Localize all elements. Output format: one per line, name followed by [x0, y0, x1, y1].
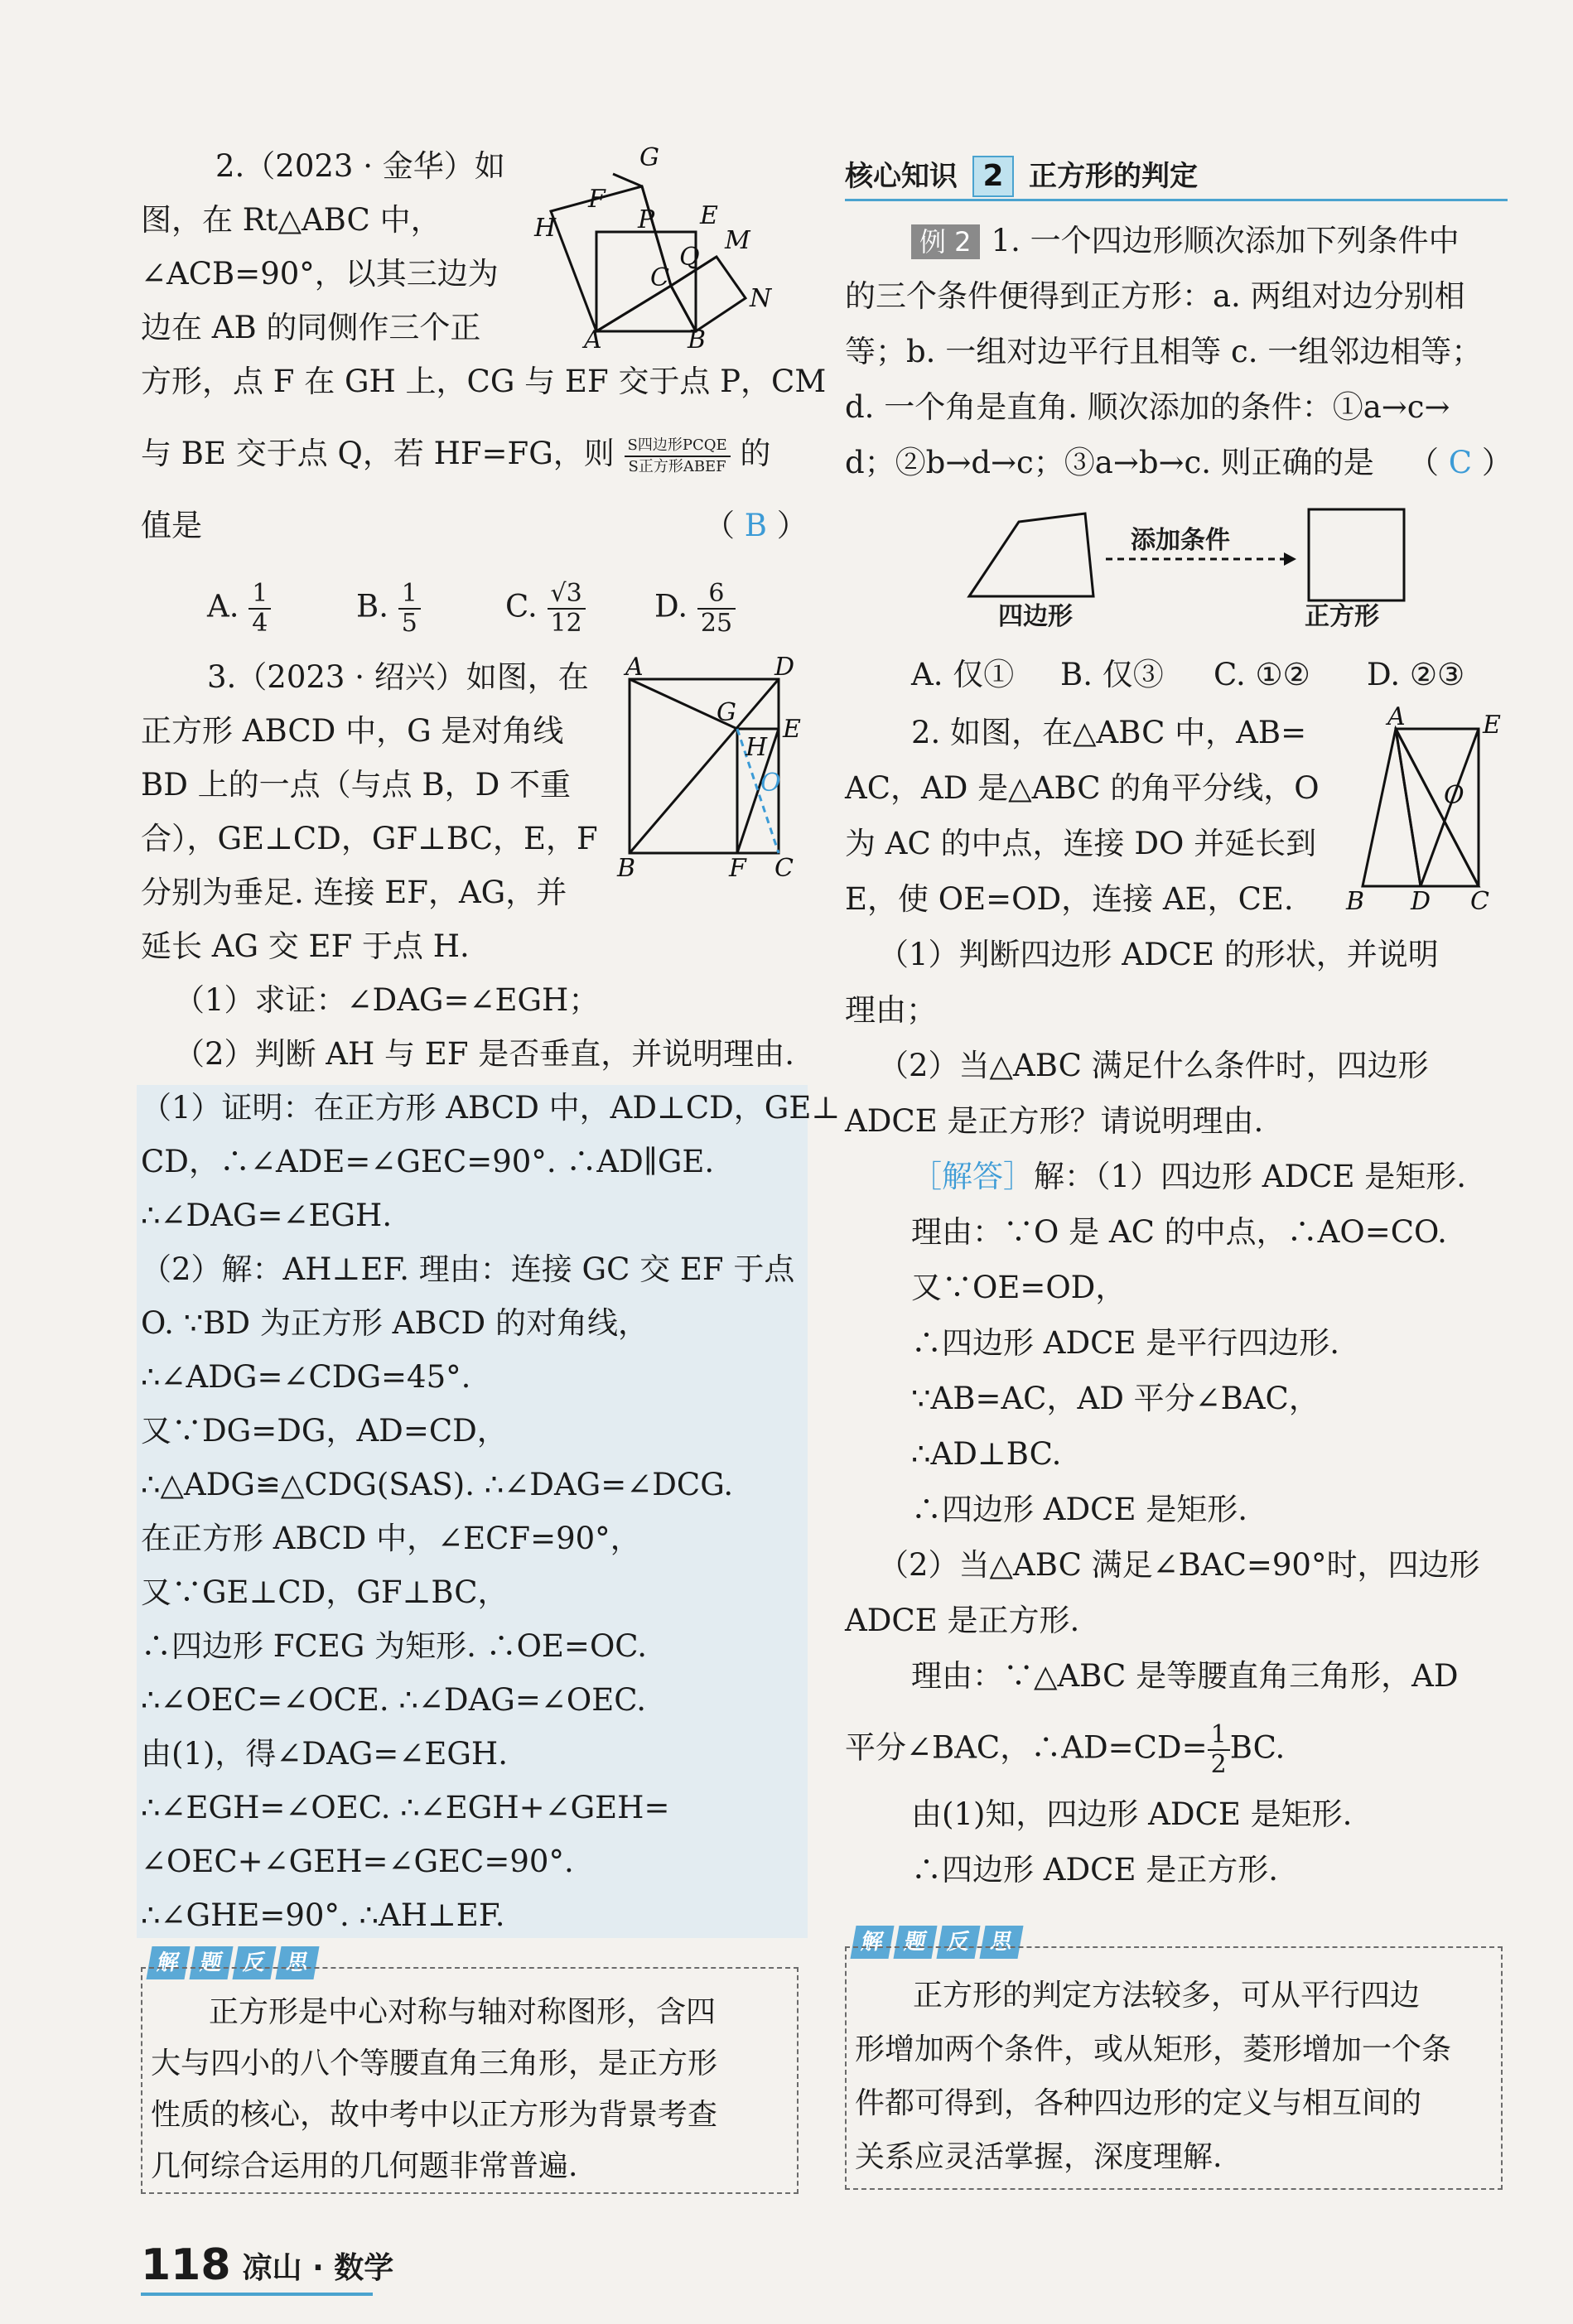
q2-label-f: F: [588, 185, 606, 214]
rq2-line-2: AC，AD 是△ABC 的角平分线，O: [845, 770, 1320, 806]
q3-sol-15: ∠OEC+∠GEH=∠GEC=90°.: [141, 1844, 574, 1879]
right-reflect-line-4: 关系应灵活掌握，深度理解.: [855, 2140, 1223, 2174]
q2-label-b: B: [688, 325, 707, 354]
q3-sol-13: 由(1)，得∠DAG=∠EGH.: [141, 1736, 508, 1772]
rq2-sol-first: [911, 1158, 1466, 1196]
left-banner-chip-4: 思: [275, 1946, 319, 1979]
q3-sol-3: ∴∠DAG=∠EGH.: [141, 1198, 393, 1233]
rq2-sol-12: ∴四边形 ADCE 是正方形.: [911, 1852, 1278, 1888]
q2-choice-c-den: 12: [550, 609, 582, 638]
left-banner-chip-1: 解: [146, 1946, 190, 1979]
rq2-label-d: D: [1411, 887, 1431, 916]
ex2-arrow-label: 添加条件: [1131, 526, 1230, 555]
q3-line-2: 正方形 ABCD 中，G 是对角线: [141, 713, 564, 749]
rq2-sol-11: 由(1)知，四边形 ADCE 是矩形.: [911, 1796, 1353, 1832]
left-banner-chip-2: 题: [189, 1946, 233, 1979]
q3-sol-2: CD，∴∠ADE=∠GEC=90°. ∴AD∥GE.: [141, 1144, 715, 1179]
right-reflection-box: [845, 1946, 1503, 2190]
q2-choice-d-den: 25: [700, 609, 733, 638]
q3-line-3: BD 上的一点（与点 B，D 不重: [141, 767, 571, 803]
ex2-line-1-text: 1. 一个四边形顺次添加下列条件中: [991, 223, 1460, 258]
ex2-answer-open: （: [1408, 445, 1439, 480]
rq2-sol-5: ∴AD⊥BC.: [911, 1436, 1062, 1472]
q2-line-1: 2.（2023 · 金华）如: [215, 148, 505, 184]
rq2-sol-4: ∵AB=AC，AD 平分∠BAC，: [911, 1381, 1320, 1416]
q2-line-6-tail: 的: [740, 436, 771, 471]
rq2-sol-2: 又∵OE=OD，: [911, 1270, 1127, 1305]
rq2-sol-1: 理由：∵O 是 AC 的中点，∴AO=CO.: [911, 1214, 1447, 1250]
rq2-label-a: A: [1387, 702, 1406, 731]
q3-label-c: C: [774, 854, 794, 883]
q2-answer-letter: B: [744, 508, 767, 543]
ex2-choice-d: D. ②③: [1367, 657, 1465, 692]
q2-answer-close: ）: [776, 508, 808, 543]
rq2-sol-9: 理由：∵△ABC 是等腰直角三角形，AD: [911, 1658, 1459, 1694]
rq2-sol-10: [845, 1721, 1285, 1779]
q2-choice-a-label: A.: [207, 588, 239, 624]
q3-label-b: B: [617, 854, 636, 883]
ex2-answer-close: ）: [1481, 445, 1513, 480]
rq2-line-5: （1）判断四边形 ADCE 的形状，并说明: [878, 937, 1439, 972]
q3-sol-7: 又∵DG=DG，AD=CD，: [141, 1413, 508, 1449]
q2-choice-d-label: D.: [654, 588, 688, 624]
q2-label-m: M: [725, 226, 750, 255]
left-reflect-line-4: 几何综合运用的几何题非常普遍.: [151, 2149, 578, 2183]
solution-tag: ［解答］: [911, 1159, 1034, 1194]
q3-line-5: 分别为垂足. 连接 EF，AG，并: [141, 875, 567, 910]
rq2-sol-8: ADCE 是正方形.: [845, 1603, 1080, 1638]
ex2-line-1: [911, 222, 1460, 260]
ex2-line-3: 等；b. 一组对边平行且相等 c. 一组邻边相等；: [845, 334, 1483, 369]
rq2-label-o: O: [1444, 781, 1464, 810]
rq2-sol-7: （2）当△ABC 满足∠BAC=90°时，四边形: [878, 1547, 1480, 1583]
rq2-label-e: E: [1483, 711, 1501, 740]
rq2-line-1: 2. 如图，在△ABC 中，AB=: [911, 715, 1307, 750]
q2-line-7: 值是: [141, 508, 202, 543]
ex2-choice-a: A. 仅①: [911, 657, 1015, 692]
q2-segment-ac: [596, 286, 671, 331]
ex2-square-label: 正方形: [1305, 602, 1379, 631]
section-title: 正方形的判定: [1029, 160, 1198, 193]
q3-sol-6: ∴∠ADG=∠CDG=45°.: [141, 1359, 471, 1395]
left-reflect-line-3: 性质的核心，故中考中以正方形为背景考查: [151, 2098, 718, 2132]
right-banner-chip-2: 题: [893, 1926, 937, 1959]
q2-line-3: ∠ACB=90°，以其三边为: [141, 256, 499, 292]
left-reflect-line-1: 正方形是中心对称与轴对称图形，含四: [209, 1995, 717, 2029]
rq2-label-c: C: [1470, 887, 1489, 916]
q2-choice-c: [505, 580, 586, 638]
q2-choice-d: [654, 580, 736, 638]
q3-label-a: A: [625, 653, 644, 682]
q2-choice-b-label: B.: [356, 588, 388, 624]
q2-ratio-den: S正方形ABEF: [628, 457, 726, 475]
quadrilateral-shape: [969, 513, 1093, 596]
square-shape: [1309, 509, 1404, 600]
rq2-line-6: 理由；: [845, 992, 937, 1028]
right-reflect-line-3: 件都可得到，各种四边形的定义与相互间的: [855, 2086, 1422, 2120]
right-banner-chip-1: 解: [850, 1926, 894, 1959]
q3-sol-12: ∴∠OEC=∠OCE. ∴∠DAG=∠OEC.: [141, 1682, 646, 1718]
q2-figure: [534, 141, 803, 354]
rq2-sol-10-text: 平分∠BAC，∴AD=CD=: [845, 1729, 1208, 1766]
half-num: 1: [1208, 1721, 1230, 1751]
q3-label-g: G: [717, 698, 736, 727]
q2-label-n: N: [750, 284, 772, 313]
rq2-line-4: E，使 OE=OD，连接 AE，CE.: [845, 881, 1294, 917]
q2-line-2: 图，在 Rt△ABC 中，: [141, 202, 442, 238]
q2-segment-fg: [613, 174, 642, 186]
rq2-sol-3: ∴四边形 ADCE 是平行四边形.: [911, 1325, 1339, 1361]
q3-line-1: 3.（2023 · 绍兴）如图，在: [207, 659, 589, 695]
right-banner-chip-4: 思: [979, 1926, 1023, 1959]
q2-label-q: Q: [679, 243, 700, 272]
rq2-sol-6: ∴四边形 ADCE 是矩形.: [911, 1492, 1247, 1527]
rq2-label-b: B: [1346, 887, 1365, 916]
section-number: 2: [972, 156, 1014, 197]
q3-label-o: O: [760, 769, 781, 798]
q3-sol-14: ∴∠EGH=∠OEC. ∴∠EGH+∠GEH=: [141, 1790, 670, 1825]
q3-line-4: 合），GE⊥CD，GF⊥BC，E，F: [141, 821, 598, 856]
q2-ratio-num: S四边形PCQE: [625, 436, 731, 457]
q2-segment-cb: [671, 286, 696, 331]
q3-line-6: 延长 AG 交 EF 于点 H.: [141, 928, 470, 964]
q3-sol-5: O. ∵BD 为正方形 ABCD 的对角线，: [141, 1305, 649, 1341]
page-number: 118: [141, 2240, 231, 2290]
q2-choice-b-num: 1: [398, 580, 421, 610]
q2-label-g: G: [639, 143, 659, 172]
ex2-line-2: 的三个条件便得到正方形：a. 两组对边分别相: [845, 278, 1465, 314]
q3-label-d: D: [774, 653, 795, 682]
arrow-head-icon: [1284, 552, 1296, 566]
q2-label-a: A: [584, 325, 602, 354]
q3-sol-1: （1）证明：在正方形 ABCD 中，AD⊥CD，GE⊥: [141, 1090, 841, 1126]
q2-label-e: E: [700, 201, 718, 230]
section-prefix: 核心知识: [845, 160, 958, 193]
ex2-answer-letter: C: [1448, 445, 1473, 480]
right-banner-chip-3: 反: [936, 1926, 980, 1959]
q3-sol-11: ∴四边形 FCEG 为矩形. ∴OE=OC.: [141, 1628, 648, 1664]
left-reflection-box: [141, 1967, 799, 2194]
q2-area-ratio: [625, 436, 731, 477]
q3-sol-8: ∴△ADG≌△CDG(SAS). ∴∠DAG=∠DCG.: [141, 1467, 734, 1502]
ex2-line-4: d. 一个角是直角. 顺次添加的条件：①a→c→: [845, 389, 1450, 425]
ex2-line-5: d；②b→d→c；③a→b→c. 则正确的是: [845, 445, 1374, 480]
q2-choice-a-num: 1: [248, 580, 271, 610]
q3-diagonal-bd: [630, 679, 779, 853]
example-tag: 例 2: [911, 224, 980, 259]
ex2-choice-c: C. ①②: [1214, 657, 1310, 692]
q2-line-4: 边在 AB 的同侧作三个正: [141, 310, 481, 345]
left-banner-chip-3: 反: [232, 1946, 276, 1979]
q2-line-5: 方形，点 F 在 GH 上，CG 与 EF 交于点 P，CM: [141, 364, 827, 399]
q3-label-f: F: [729, 854, 746, 883]
q2-label-c: C: [650, 263, 669, 292]
q3-label-h: H: [745, 733, 768, 762]
q2-choice-b: [356, 580, 421, 638]
q2-answer-open: （: [704, 508, 735, 543]
rq2-line-3: 为 AC 的中点，连接 DO 并延长到: [845, 826, 1317, 861]
q3-figure: [613, 653, 801, 883]
q2-choice-c-label: C.: [505, 588, 538, 624]
q2-line-6: [141, 435, 770, 477]
q3-sol-9: 在正方形 ABCD 中，∠ECF=90°，: [141, 1521, 641, 1556]
book-title: 凉山 · 数学: [242, 2250, 394, 2285]
q2-label-p: P: [638, 205, 655, 234]
rq2-figure: [1346, 702, 1512, 916]
ex2-quad-label: 四边形: [998, 602, 1073, 631]
q2-choice-a: [207, 580, 271, 638]
q3-sol-16: ∴∠GHE=90°. ∴AH⊥EF.: [141, 1897, 505, 1933]
q3-label-e: E: [783, 715, 801, 744]
q2-choice-b-den: 5: [401, 609, 417, 638]
q2-choice-d-num: 6: [697, 580, 736, 610]
page-footer: [141, 2240, 393, 2290]
q3-line-7: （1）求证：∠DAG=∠EGH；: [174, 982, 600, 1018]
section-rule: [845, 199, 1508, 201]
right-reflect-line-2: 形增加两个条件，或从矩形，菱形增加一个条: [855, 2032, 1452, 2066]
rq2-line-8: ADCE 是正方形？请说明理由.: [845, 1103, 1264, 1139]
right-reflect-line-1: 正方形的判定方法较多，可从平行四边: [913, 1979, 1421, 2013]
q3-line-8: （2）判断 AH 与 EF 是否垂直，并说明理由.: [174, 1036, 795, 1072]
q3-sol-4: （2）解：AH⊥EF. 理由：连接 GC 交 EF 于点: [141, 1251, 795, 1287]
footer-rule: [141, 2293, 373, 2296]
section-header: [845, 153, 1198, 197]
q3-sol-10: 又∵GE⊥CD，GF⊥BC，: [141, 1574, 509, 1610]
q2-line-6-text: 与 BE 交于点 Q，若 HF=FG，则: [141, 436, 615, 471]
q2-choice-c-num: √3: [548, 580, 586, 610]
rq2-line-7: （2）当△ABC 满足什么条件时，四边形: [878, 1048, 1429, 1083]
q2-label-h: H: [534, 214, 557, 243]
rq2-sol-first-text: 解：（1）四边形 ADCE 是矩形.: [1034, 1159, 1467, 1194]
left-reflect-line-2: 大与四小的八个等腰直角三角形，是正方形: [151, 2047, 718, 2081]
rq2-sol-10-tail: BC.: [1229, 1729, 1286, 1766]
q2-answer: [704, 507, 808, 545]
ex2-answer: [1408, 444, 1513, 482]
ex2-choice-b: B. 仅③: [1060, 657, 1164, 692]
q2-choice-a-den: 4: [252, 609, 268, 638]
half-den: 2: [1210, 1750, 1227, 1779]
